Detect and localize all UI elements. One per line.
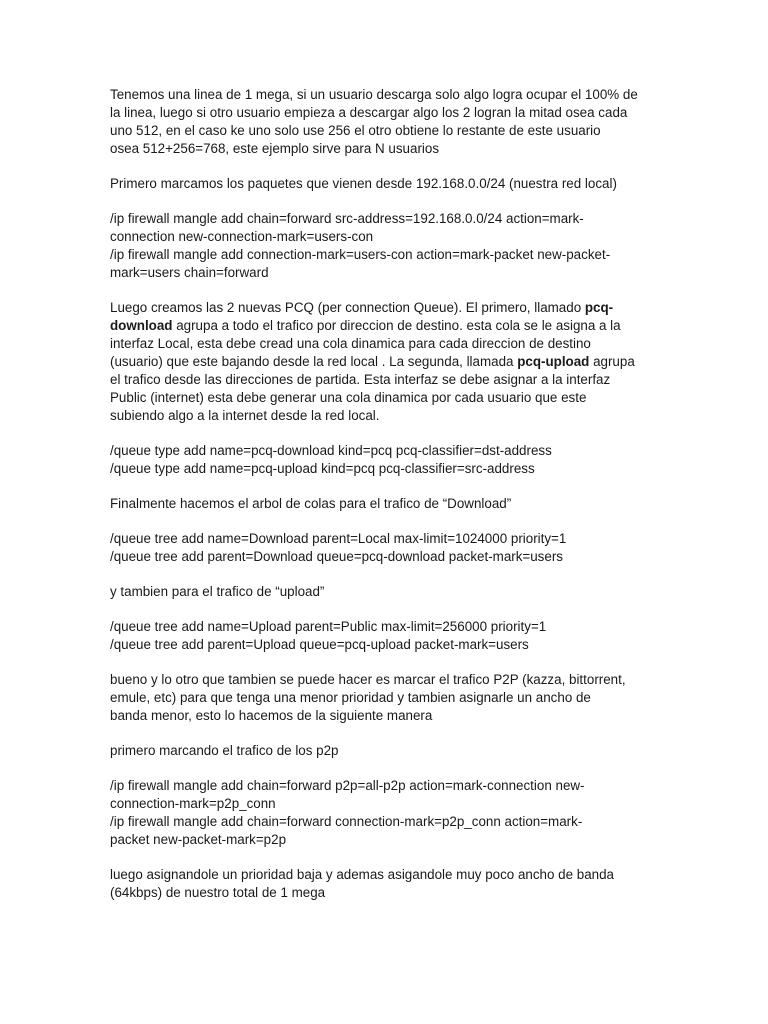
- text-line: y tambien para el trafico de “upload”: [110, 584, 325, 599]
- text-line: /ip firewall mangle add chain=forward src-address=192.168.0.0/24 action=mark-: [110, 211, 584, 226]
- paragraph: [110, 866, 662, 902]
- text-run: agrupa a todo el trafico por direccion de destino. esta cola se le asigna a la: [172, 318, 621, 333]
- bold-term: pcq-upload: [517, 354, 590, 369]
- paragraph: [110, 299, 662, 425]
- text-line: [110, 353, 662, 371]
- text-line: luego asignandole un prioridad baja y ademas asigandole muy poco ancho de banda: [110, 867, 615, 882]
- text-run: Public (internet) esta debe generar una cola dinamica por cada usuario que este: [110, 390, 587, 405]
- text-line: (64kbps) de nuestro total de 1 mega: [110, 885, 326, 900]
- text-line: /ip firewall mangle add connection-mark=users-con action=mark-packet new-packet-: [110, 247, 611, 262]
- text-line: osea 512+256=768, este ejemplo sirve para N usuarios: [110, 141, 440, 156]
- text-line: /queue type add name=pcq-download kind=pcq pcq-classifier=dst-address: [110, 443, 552, 458]
- text-line: /queue type add name=pcq-upload kind=pcq pcq-classifier=src-address: [110, 461, 535, 476]
- bold-term: download: [110, 318, 173, 333]
- text-line: [110, 371, 662, 389]
- text-line: emule, etc) para que tenga una menor prioridad y tambien asignarle un ancho de: [110, 690, 591, 705]
- text-line: [110, 389, 662, 407]
- text-line: la linea, luego si otro usuario empieza a descargar algo los 2 logran la mitad osea cada: [110, 105, 628, 120]
- bold-term: pcq-: [584, 300, 614, 315]
- text-line: packet new-packet-mark=p2p: [110, 832, 287, 847]
- text-run: (usuario) que este bajando desde la red local . La segunda, llamada: [110, 354, 518, 369]
- text-line: [110, 317, 662, 335]
- document-body: [110, 86, 662, 919]
- text-line: Tenemos una linea de 1 mega, si un usuario descarga solo algo logra ocupar el 100% de: [110, 87, 638, 102]
- text-line: /queue tree add parent=Download queue=pcq-download packet-mark=users: [110, 549, 563, 564]
- paragraph: [110, 618, 662, 654]
- text-line: /queue tree add parent=Upload queue=pcq-upload packet-mark=users: [110, 637, 529, 652]
- text-line: /queue tree add name=Upload parent=Public max-limit=256000 priority=1: [110, 619, 547, 634]
- text-line: [110, 407, 662, 425]
- paragraph: [110, 86, 662, 158]
- paragraph: [110, 583, 662, 601]
- text-run: agrupa: [589, 354, 635, 369]
- paragraph: [110, 495, 662, 513]
- text-line: connection-mark=p2p_conn: [110, 796, 276, 811]
- text-run: Luego creamos las 2 nuevas PCQ (per connection Queue). El primero, llamado: [110, 300, 585, 315]
- paragraph: [110, 742, 662, 760]
- text-line: /ip firewall mangle add chain=forward p2p=all-p2p action=mark-connection new-: [110, 778, 585, 793]
- text-run: el trafico desde las direcciones de partida. Esta interfaz se debe asignar a la interfaz: [110, 372, 611, 387]
- text-line: banda menor, esto lo hacemos de la siguiente manera: [110, 708, 433, 723]
- text-run: subiendo algo a la internet desde la red local.: [110, 408, 380, 423]
- text-run: interfaz Local, esta debe cread una cola dinamica para cada direccion de destino: [110, 336, 591, 351]
- text-line: [110, 335, 662, 353]
- paragraph: [110, 210, 662, 282]
- text-line: uno 512, en el caso ke uno solo use 256 el otro obtiene lo restante de este usuario: [110, 123, 601, 138]
- text-line: mark=users chain=forward: [110, 265, 269, 280]
- paragraph: [110, 671, 662, 725]
- text-line: /queue tree add name=Download parent=Local max-limit=1024000 priority=1: [110, 531, 567, 546]
- text-line: Finalmente hacemos el arbol de colas para el trafico de “Download”: [110, 496, 512, 511]
- paragraph: [110, 777, 662, 849]
- paragraph: [110, 442, 662, 478]
- paragraph: [110, 530, 662, 566]
- text-line: [110, 299, 662, 317]
- text-line: Primero marcamos los paquetes que vienen desde 192.168.0.0/24 (nuestra red local): [110, 176, 617, 191]
- text-line: bueno y lo otro que tambien se puede hacer es marcar el trafico P2P (kazza, bittorrent,: [110, 672, 626, 687]
- text-line: /ip firewall mangle add chain=forward connection-mark=p2p_conn action=mark-: [110, 814, 583, 829]
- paragraph: [110, 175, 662, 193]
- text-line: connection new-connection-mark=users-con: [110, 229, 374, 244]
- text-line: primero marcando el trafico de los p2p: [110, 743, 339, 758]
